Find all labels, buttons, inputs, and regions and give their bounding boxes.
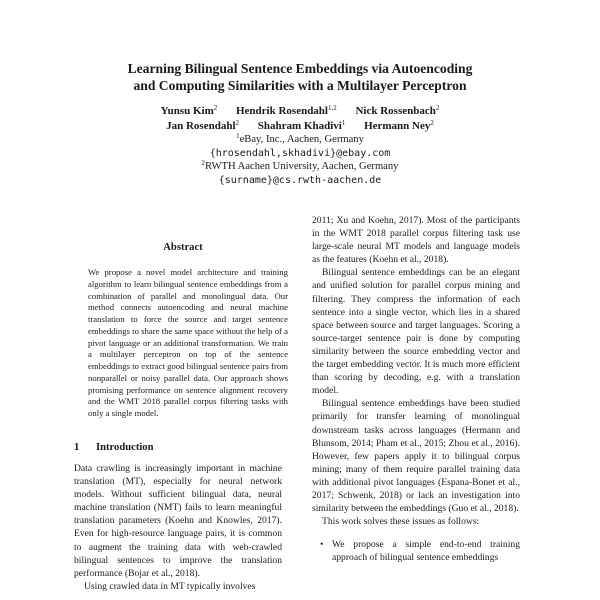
author-name: Hermann Ney [364, 119, 431, 132]
section-title: Introduction [96, 442, 154, 453]
paragraph: Bilingual sentence embeddings can be an elegant and unified solution for parallel corpus mining and filtering. They compress the information of each sentence into a single vector, which lies in a shared space between source and target languages. Scoring a source-target sentence pair is done by computing similarity between the source embedding vector and the target embedding vector. It is much more efficient than scoring by decoding, e.g. with a translation model. [312, 267, 520, 397]
paragraph: Data crawling is increasingly important in machine translation (MT), especially for neural network models. Without sufficient bilingual data, neural machine translation (NMT) fails to learn meaningful translation parameters (Koehn and Knowles, 2017). Even for high-resource language pairs, it is common to augment the training data with web-crawled bilingual sentences to improve the translation performance (Bojar et al., 2018). [74, 463, 282, 579]
title-line-1: Learning Bilingual Sentence Embeddings via Autoencoding [127, 61, 473, 76]
bullet-icon: • [320, 539, 324, 551]
affiliation-email: {surname}@cs.rwth-aachen.de [218, 174, 382, 186]
author-affil-mark: 2 [213, 104, 218, 112]
author-name: Hendrik Rosendahl [235, 105, 328, 117]
author-affil-mark: 2 [435, 104, 440, 112]
abstract-heading: Abstract [163, 242, 203, 253]
affil-mark: 1 [236, 132, 240, 140]
left-column-body [74, 462, 282, 593]
paragraph: Bilingual sentence embeddings have been studied primarily for transfer learning of monolingual downstream tasks across languages (Hermann and Blunsom, 2014; Pham et al., 2015; Zhou et al., 2016). However, few papers apply it to bilingual corpus mining; many of them require parallel training data with additional pivot languages (Espana-Bonet et al., 2017; Schwenk, 2018) or lack an investigation into similarity between the embeddings (Guo et al., 2018). [312, 398, 520, 515]
affiliation-name: eBay, Inc., Aachen, Germany [239, 134, 364, 145]
author-name: Nick Rossenbach [355, 105, 436, 117]
affiliations [60, 133, 540, 187]
affiliation-1 [60, 133, 540, 147]
affil-mark: 2 [201, 159, 205, 167]
bullet-text: We propose a simple end-to-end training approach of bilingual sentence embeddings [332, 539, 520, 564]
author-name: Shahram Khadivi [257, 119, 342, 132]
abstract-text: We propose a novel model architecture and training algorithm to learn bilingual sentence embeddings from a combination of parallel and monolingual data. Our method connects autoencoding and neural machine translation to force the source and target sentence embeddings to share the same space without the help of a pivot language or an additional transformation. We train a multilayer perceptron on top of the sentence embeddings to extract good bilingual sentence pairs from nonparallel or noisy parallel data. Our approach shows promising performance on sentence alignment recovery and the WMT 2018 parallel corpus filtering tasks with only a single model. [88, 267, 288, 418]
section-number: 1 [74, 442, 80, 453]
author-row-1 [60, 104, 540, 119]
author-list [60, 104, 540, 133]
affiliation-email: {hrosendahl,skhadivi}@ebay.com [209, 147, 391, 159]
paragraph: This work solves these issues as follows: [322, 516, 480, 528]
paper-title [60, 60, 540, 94]
affiliation-name: RWTH Aachen University, Aachen, Germany [205, 161, 399, 172]
section-heading [74, 442, 154, 453]
author-affil-mark: 1 [341, 118, 346, 127]
author-affil-mark: 2 [430, 118, 434, 127]
title-line-2: and Computing Similarities with a Multilayer Perceptron [133, 78, 467, 93]
author-affil-mark: 2 [235, 118, 240, 127]
bullet-item [312, 538, 520, 564]
author-name: Jan Rosendahl [166, 119, 236, 132]
author-name: Yunsu Kim [160, 105, 214, 117]
author-row-2 [60, 119, 540, 134]
author-affil-mark: 1,2 [327, 104, 337, 112]
affiliation-2 [60, 160, 540, 174]
paragraph: 2011; Xu and Koehn, 2017). Most of the participants in the WMT 2018 parallel corpus filtering task use large-scale neural MT models and language models as the features (Koehn et al., 2018). [312, 215, 520, 266]
paragraph: Using crawled data in MT typically involves [84, 580, 256, 592]
right-column-body [312, 214, 520, 564]
